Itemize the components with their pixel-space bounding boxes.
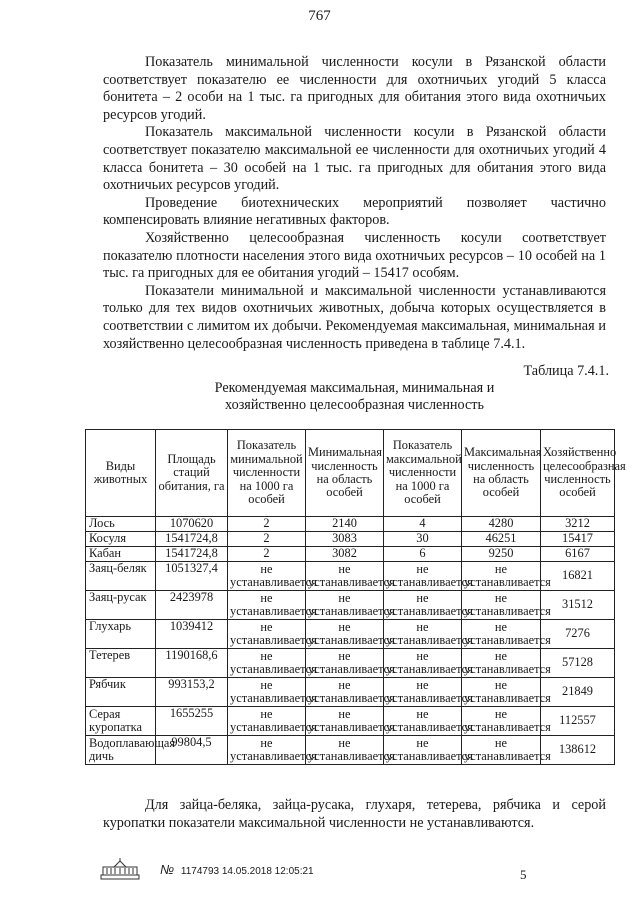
cell-max-index: не устанавливается xyxy=(384,620,462,649)
cell-max-index: не устанавливается xyxy=(384,707,462,736)
table-row xyxy=(86,678,615,707)
paragraph: Показатель минимальной численности косули в Рязанской области соответствует показателю ее численности для охотничьих угодий 5 класса бонитета – 2 особи на 1 тыс. га пригодных для обитания этого вида охотничьих ресурсов угодий. xyxy=(103,54,606,123)
cell-optimal: 6167 xyxy=(541,547,615,562)
cell-optimal: 15417 xyxy=(541,532,615,547)
cell-max-count: 46251 xyxy=(462,532,541,547)
table-row xyxy=(86,620,615,649)
page-mark: 5 xyxy=(520,867,527,882)
paragraph: Показатель максимальной численности косули в Рязанской области соответствует показателю максимальной ее численности для охотничьих угодий 4 класса бонитета – 30 особей на 1 тыс. га пригодных для обитания этого вида охотничьих ресурсов угодий. xyxy=(103,124,606,194)
table-row xyxy=(86,562,615,591)
cell-area: 1541724,8 xyxy=(156,532,228,547)
cell-max-count: 4280 xyxy=(462,517,541,532)
cell-max-count: не устанавливается xyxy=(462,707,541,736)
paragraph: Для зайца-беляка, зайца-русака, глухаря, тетерева, рябчика и серой куропатки показатели максимальной численности не устанавливаются. xyxy=(103,797,606,831)
cell-max-index: не устанавливается xyxy=(384,678,462,707)
cell-max-index: 4 xyxy=(384,517,462,532)
cell-min-count: не устанавливается xyxy=(306,562,384,591)
cell-area: 1541724,8 xyxy=(156,547,228,562)
cell-species: Глухарь xyxy=(86,620,156,649)
closing-paragraph xyxy=(103,796,606,832)
cell-min-count: не устанавливается xyxy=(306,591,384,620)
table-row xyxy=(86,707,615,736)
cell-min-count: не устанавливается xyxy=(306,707,384,736)
doc-datetime: 14.05.2018 12:05:21 xyxy=(221,865,314,877)
cell-min-count: 2140 xyxy=(306,517,384,532)
cell-optimal: 31512 xyxy=(541,591,615,620)
cell-min-index: не устанавливается xyxy=(228,707,306,736)
cell-min-count: 3083 xyxy=(306,532,384,547)
cell-species: Серая куропатка xyxy=(86,707,156,736)
cell-max-index: 30 xyxy=(384,532,462,547)
paragraph: Проведение биотехнических мероприятий позволяет частично компенсировать влияние негативных факторов. xyxy=(103,194,606,229)
cell-min-index: не устанавливается xyxy=(228,591,306,620)
cell-max-count: не устанавливается xyxy=(462,649,541,678)
cell-area: 2423978 xyxy=(156,591,228,620)
cell-max-count: не устанавливается xyxy=(462,562,541,591)
header-max-index: Показатель максимальной численности на 1000 га особей xyxy=(384,430,462,517)
body-paragraphs xyxy=(103,54,606,353)
table-title-line: Рекомендуемая максимальная, минимальная и xyxy=(214,380,495,396)
cell-min-index: 2 xyxy=(228,547,306,562)
cell-area: 1070620 xyxy=(156,517,228,532)
cell-optimal: 16821 xyxy=(541,562,615,591)
cell-optimal: 138612 xyxy=(541,736,615,765)
table-row xyxy=(86,649,615,678)
cell-area: 99804,5 xyxy=(156,736,228,765)
cell-max-count: не устанавливается xyxy=(462,591,541,620)
cell-min-index: 2 xyxy=(228,517,306,532)
cell-area: 1190168,6 xyxy=(156,649,228,678)
cell-optimal: 3212 xyxy=(541,517,615,532)
header-min-index: Показатель минимальной численности на 1000 га особей xyxy=(228,430,306,517)
cell-optimal: 57128 xyxy=(541,649,615,678)
cell-area: 1051327,4 xyxy=(156,562,228,591)
page-number: 767 xyxy=(308,8,331,24)
cell-min-count: не устанавливается xyxy=(306,649,384,678)
header-area: Площадь стаций обитания, га xyxy=(156,430,228,517)
cell-min-count: не устанавливается xyxy=(306,620,384,649)
table-row xyxy=(86,517,615,532)
table-row xyxy=(86,736,615,765)
cell-min-count: 3082 xyxy=(306,547,384,562)
cell-max-count: не устанавливается xyxy=(462,620,541,649)
cell-species: Заяц-русак xyxy=(86,591,156,620)
cell-min-index: не устанавливается xyxy=(228,678,306,707)
header-max-count: Максимальная численность на область особей xyxy=(462,430,541,517)
cell-species: Заяц-беляк xyxy=(86,562,156,591)
cell-area: 1655255 xyxy=(156,707,228,736)
cell-max-count: 9250 xyxy=(462,547,541,562)
cell-min-count: не устанавливается xyxy=(306,678,384,707)
cell-max-count: не устанавливается xyxy=(462,736,541,765)
cell-area: 993153,2 xyxy=(156,678,228,707)
population-table xyxy=(85,429,626,765)
cell-species: Косуля xyxy=(86,532,156,547)
paragraph: Хозяйственно целесообразная численность косули соответствует показателю плотности населения этого вида охотничьих ресурсов – 10 особей на 1 тыс. га пригодных для ее обитания угодий – 15417 особям. xyxy=(103,229,606,282)
cell-species: Рябчик xyxy=(86,678,156,707)
cell-max-index: не устанавливается xyxy=(384,591,462,620)
table-title xyxy=(103,380,606,414)
cell-max-index: не устанавливается xyxy=(384,736,462,765)
cell-optimal: 7276 xyxy=(541,620,615,649)
cell-max-index: 6 xyxy=(384,547,462,562)
cell-optimal: 112557 xyxy=(541,707,615,736)
cell-max-count: не устанавливается xyxy=(462,678,541,707)
table-label: Таблица 7.4.1. xyxy=(523,363,609,379)
cell-species: Кабан xyxy=(86,547,156,562)
cell-species: Водоплавающая дичь xyxy=(86,736,156,765)
cell-max-index: не устанавливается xyxy=(384,649,462,678)
building-emblem-icon xyxy=(100,858,140,880)
cell-min-count: не устанавливается xyxy=(306,736,384,765)
table-title-line: хозяйственно целесообразная численность xyxy=(225,397,484,413)
cell-area: 1039412 xyxy=(156,620,228,649)
header-optimal-count: Хозяйственно целесообразная численность особей xyxy=(541,430,615,517)
paragraph: Показатели минимальной и максимальной численности устанавливаются только для тех видов охотничьих животных, добыча которых осуществляется в соответствии с лимитом их добычи. Рекомендуемая максимальная, минимальная и хозяйственно целесообразная численность приведена в таблице 7.4.1. xyxy=(103,282,606,352)
cell-species: Тетерев xyxy=(86,649,156,678)
doc-number: 1174793 xyxy=(180,865,220,877)
number-sign: № xyxy=(160,861,175,877)
cell-min-index: не устанавливается xyxy=(228,562,306,591)
table-row xyxy=(86,591,615,620)
header-min-count: Минимальная численность на область особей xyxy=(306,430,384,517)
header-species: Виды животных xyxy=(86,430,156,517)
cell-min-index: не устанавливается xyxy=(228,620,306,649)
cell-min-index: не устанавливается xyxy=(228,736,306,765)
cell-min-index: не устанавливается xyxy=(228,649,306,678)
cell-optimal: 21849 xyxy=(541,678,615,707)
table-row xyxy=(86,547,615,562)
table-row xyxy=(86,532,615,547)
cell-max-index: не устанавливается xyxy=(384,562,462,591)
cell-min-index: 2 xyxy=(228,532,306,547)
footer-doc-info xyxy=(160,862,314,877)
table-header-row xyxy=(86,430,615,517)
cell-species: Лось xyxy=(86,517,156,532)
footer-stamp xyxy=(100,857,314,881)
